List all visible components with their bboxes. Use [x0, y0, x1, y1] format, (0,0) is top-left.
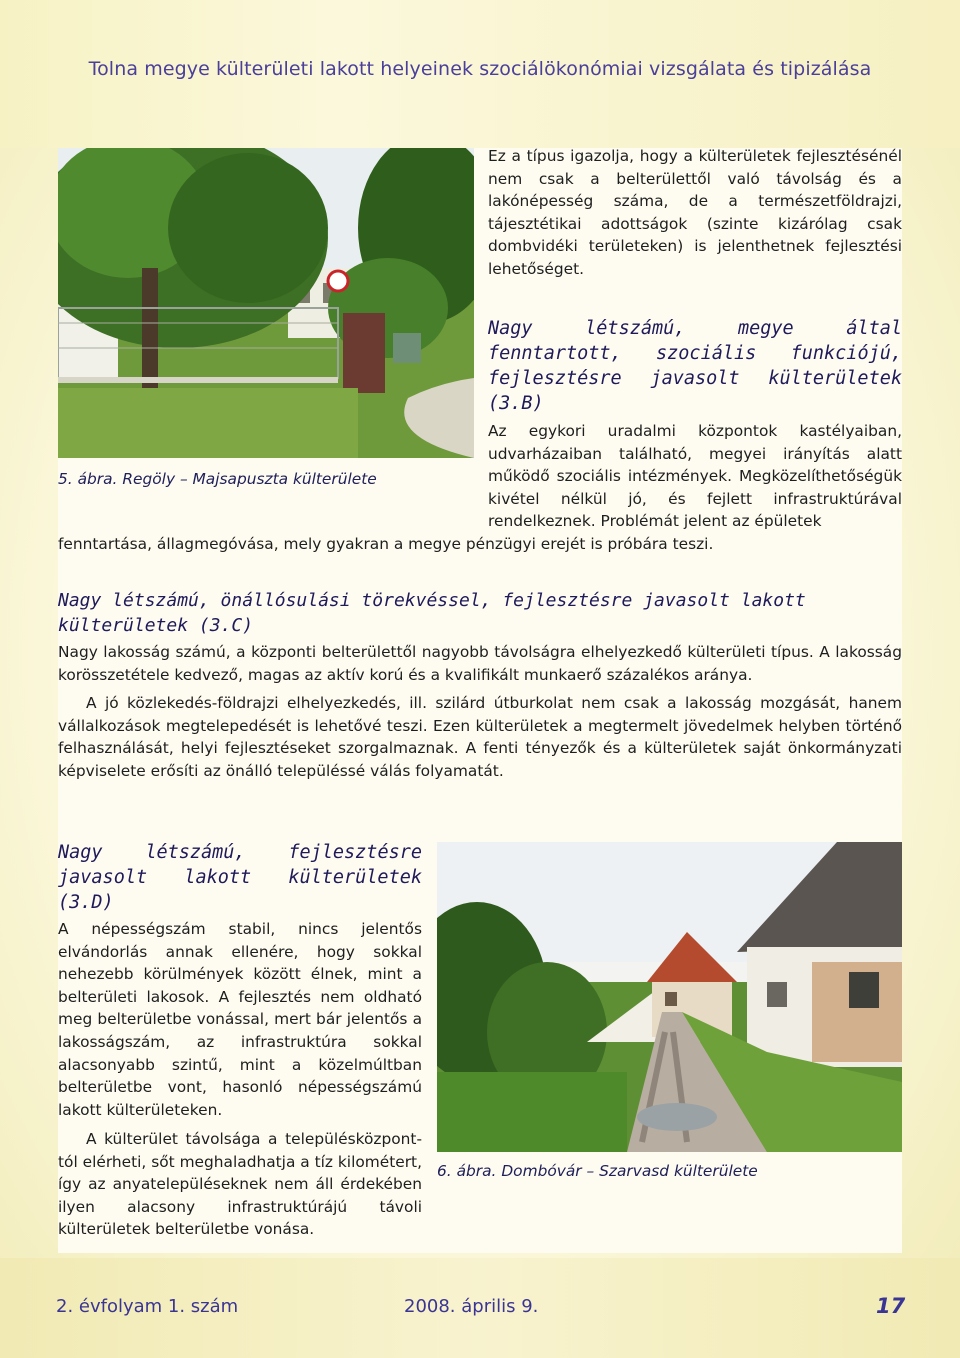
heading-3d: Nagy létszámú, fejlesztésre javasolt lakott külterületek (3.D)	[58, 842, 422, 913]
figure-5-photo	[58, 148, 474, 458]
figure-6-caption: 6. ábra. Dombóvár – Szarvasd külterülete	[437, 1162, 758, 1180]
heading-3b: Nagy létszámú, megye által fenntartott, szociális funkciójú, fejlesztésre javasolt külterületek (3.B)	[488, 318, 902, 414]
intro-paragraph: Ez a típus igazolja, hogy a külterületek fejlesztésénél nem csak a belterülettől való távolság és a lakónépesség száma, de a természetföldrajzi, tájesztétikai adottságok (szinte kizárólag csak dombvidéki területeken) is jelenthetnek fejlesztési lehetőséget.	[488, 147, 902, 278]
body-3b-continued: fenntartása, állagmegóvása, mely gyakran a megye pénzügyi erejét is próbára teszi.	[58, 535, 714, 553]
figure-5-caption: 5. ábra. Regöly – Majsapuszta külterülete	[58, 470, 377, 488]
page-number: 17	[876, 1294, 906, 1318]
paragraph-3d-2: A külterület távolsága a településközpont-tól elérheti, sőt meghaladhatja a tíz kilométert, így az anyatelepüléseknek nem áll érdekében ilyen alacsony infrastruktúrájú távoli külterületek belterületbe vonása.	[58, 1130, 422, 1239]
running-header: Tolna megye külterületi lakott helyeinek szociálökonómiai vizsgálata és tipizálása	[88, 58, 872, 80]
paragraph-3d-1: A népességszám stabil, nincs jelentős elvándorlás annak ellenére, hogy sokkal nehezebb körülmények között élnek, mint a belterületi lakosok. A fejlesztés nem oldható meg belterületbe vonással, mert bár jelentős a lakosságszám, az infrastruktúra sokkal alacsonyabb szintű, mint a közelmúltban belterületbe vont, hasonló népességszámú lakott külterületeken.	[58, 920, 422, 1119]
footer-volume: 2. évfolyam 1. szám	[56, 1296, 239, 1317]
paragraph-3c-1: Nagy lakosság számú, a központi belterülettől nagyobb távolságra elhelyezkedő külterületi típus. A lakosság korösszetétele kedvező, magas az aktív korú és a kvalifikált munkaerő százalékos aránya.	[58, 643, 902, 684]
paragraph-3c-2: A jó közlekedés-földrajzi elhelyezkedés, ill. szilárd útburkolat nem csak a lakosság mozgását, hanem vállalkozások megtelepedését is lehetővé teszi. Ezen külterületek a megtermelt jövedelmek helyben történő felhasználását, helyi fejlesztéseket szorgalmaznak. A fenti tényezők és a külterületek saját önkormányzati képviselete erősíti az önálló településsé válás folyamatát.	[58, 694, 902, 780]
figure-6-photo	[437, 842, 902, 1152]
body-3b: Az egykori uradalmi központok kastélyaiban, udvarházaiban található, megyei irányítás alatt működő szociális intézmények. Megközelíthetőségük kivétel nélkül jó, és fejlett infrastruktúrával rendelkeznek. Problémát jelent az épületek	[488, 422, 902, 531]
footer-date: 2008. április 9.	[404, 1296, 539, 1317]
heading-3c: Nagy létszámú, önállósulási törekvéssel, fejlesztésre javasolt lakott külterületek (3.C)	[58, 590, 806, 636]
